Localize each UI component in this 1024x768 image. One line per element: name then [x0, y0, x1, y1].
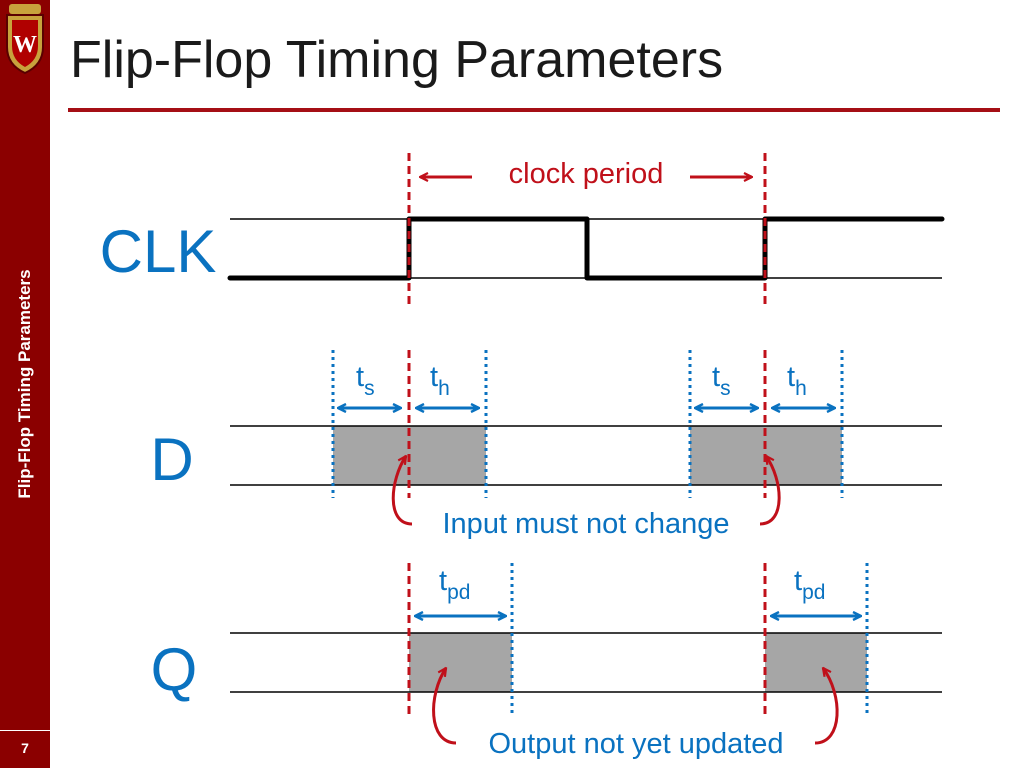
page-number: 7 — [21, 740, 29, 756]
clock-period-label: clock period — [508, 158, 664, 190]
sidebar-title: Flip-Flop Timing Parameters — [15, 269, 34, 499]
clk-waveform — [230, 219, 942, 278]
tpd-label-1: $t_{pd}$ — [439, 565, 471, 604]
q-unstable-window-2 — [765, 633, 867, 692]
output-annotation: Output not yet updated — [488, 728, 784, 760]
q-unstable-window-1 — [409, 633, 512, 692]
clk-label: CLK — [99, 218, 217, 285]
svg-text:W: W — [13, 32, 37, 58]
tpd-label-2: $t_{pd}$ — [794, 565, 826, 604]
hold-time-label-1: $t_h$ — [430, 361, 450, 400]
d-label: D — [150, 426, 194, 493]
slide-title: Flip-Flop Timing Parameters — [70, 31, 724, 89]
input-annotation: Input must not change — [442, 508, 730, 540]
setup-time-label-2: $t_s$ — [712, 361, 731, 400]
q-label: Q — [150, 636, 198, 703]
setup-time-label-1: $t_s$ — [356, 361, 375, 400]
hold-time-label-2: $t_h$ — [787, 361, 807, 400]
